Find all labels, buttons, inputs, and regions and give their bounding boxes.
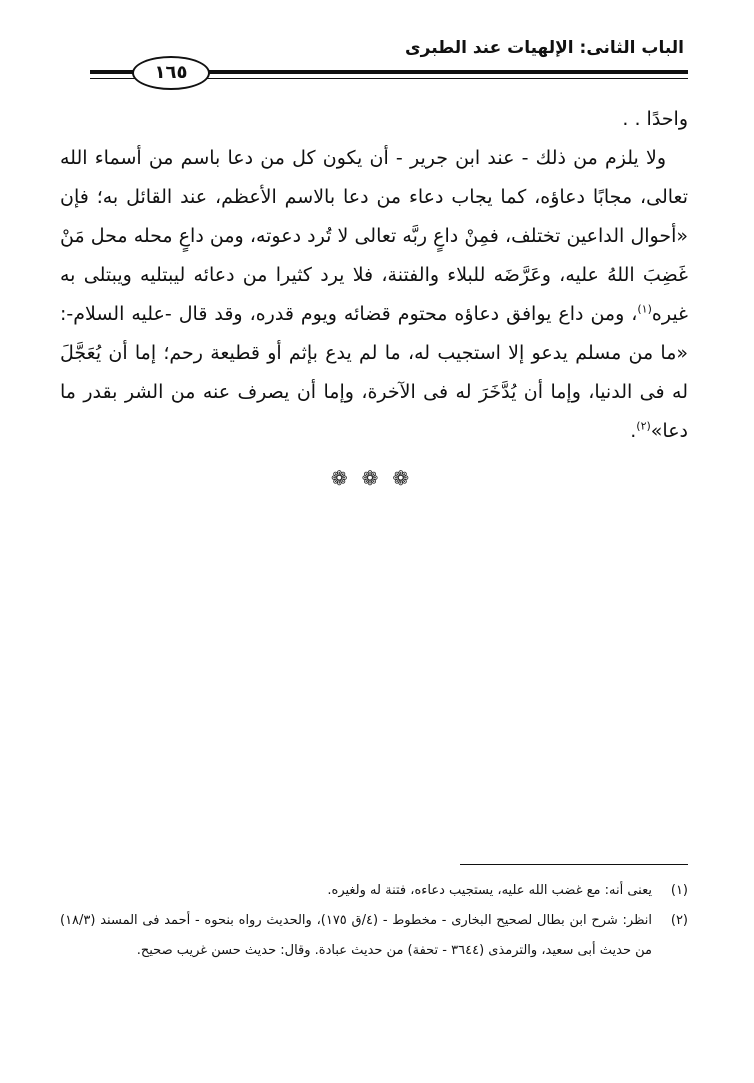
- footnote-ref-2[interactable]: (٢): [636, 419, 651, 433]
- footnote-separator: [460, 864, 688, 865]
- opening-line: واحدًا . .: [622, 108, 688, 130]
- page-number: ١٦٥: [132, 56, 210, 90]
- main-text: [60, 100, 688, 451]
- footnotes: [60, 876, 688, 966]
- section-ornament: ❁❁❁: [330, 466, 424, 490]
- footnote-number: (١): [670, 883, 688, 898]
- footnote-text: يعنى أنه: مع غضب الله عليه، يستجيب دعاءه، فتنة له ولغيره.: [327, 883, 652, 898]
- running-title: الباب الثانى: الإلهيات عند الطبرى: [405, 38, 684, 58]
- footnote-text: انظر: شرح ابن بطال لصحيح البخارى - مخطوط - (٤/ق ١٧٥)، والحديث رواه بنحوه - أحمد فى المسند (١٨/٣) من حديث أبى سعيد، والترمذى (٣٦٤٤ - تحفة) من حديث عبادة. وقال: حديث حسن غريب صحيح.: [60, 913, 652, 958]
- paragraph-text-3: .: [630, 420, 637, 442]
- paragraph-text-1: ولا يلزم من ذلك - عند ابن جرير - أن يكون كل من دعا باسم من أسماء الله تعالى، مجابًا دعاؤه، كما يجاب دعاء من دعا بالاسم الأعظم، عند القائل به؛ فإن «أحوال الداعين تختلف، فمِنْ داعٍ ربَّه تعالى لا تُرد دعوته، ومن داعٍ محله محل مَنْ غَضِبَ اللهُ عليه، وعَرَّضَه للبلاء والفتنة، فلا يرد كثيرا من دعائه ليبتليه ويبتلى به غيره: [60, 147, 688, 325]
- main-paragraph: [60, 139, 688, 451]
- footnote-ref-1[interactable]: (١): [637, 302, 652, 316]
- footnote-2: [60, 906, 688, 966]
- paragraph-text-2: ، ومن داع يوافق دعاؤه محتوم قضائه ويوم قدره، وقد قال -عليه السلام-: «ما من مسلم يدعو إلا استجيب له، ما لم يدع بإثم أو قطيعة رحم؛ إما أن يُعَجَّلَ له فى الدنيا، وإما أن يُدَّخَرَ له فى الآخرة، وإما أن يصرف عنه من الشر بقدر ما دعا»: [60, 303, 688, 442]
- footnote-1: [60, 876, 688, 906]
- footnote-number: (٢): [670, 913, 688, 928]
